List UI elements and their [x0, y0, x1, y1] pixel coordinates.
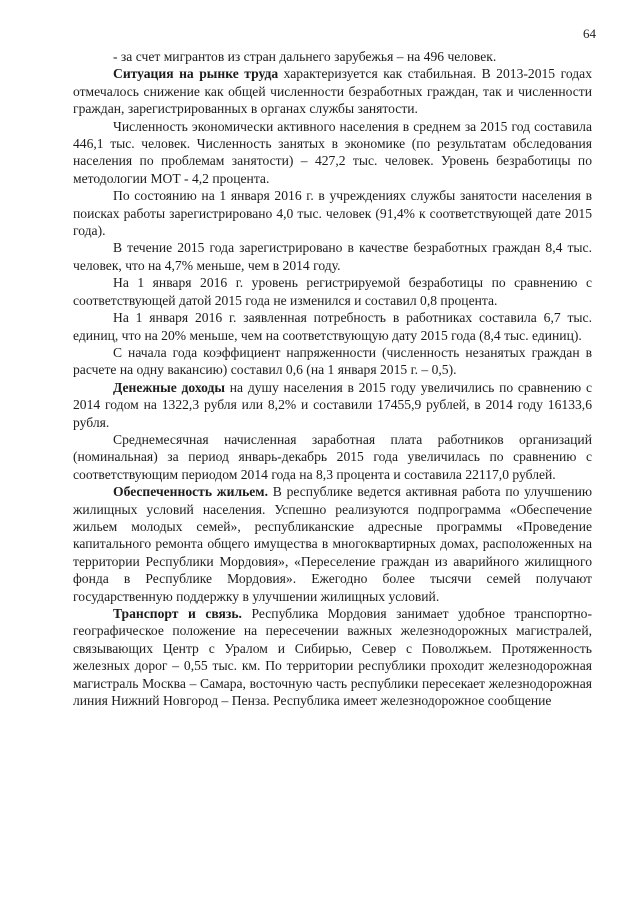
- paragraph-active-population: Численность экономически активного населения в среднем за 2015 год составила 446,1 тыс. человек. Численность занятых в экономике (по результатам обследования населения по проблемам занятости) – 427,2 тыс. человек. Уровень безработицы по методологии МОТ - 4,2 процента.: [73, 118, 592, 186]
- paragraph-labor-market: Ситуация на рынке труда характеризуется как стабильная. В 2013-2015 годах отмечалось снижение как общей численности безработных граждан, так и численности граждан, зарегистрированных в органах службы занятости.: [73, 66, 592, 117]
- heading-housing: Обеспеченность жильем.: [113, 484, 268, 500]
- heading-transport: Транспорт и связь.: [113, 606, 242, 621]
- paragraph-wages: Среднемесячная начисленная заработная плата работников организаций (номинальная) за период январь-декабрь 2015 года увеличилась по сравнению с соответствующим периодом 2014 года на 8,3 процента и составила 22117,0 рублей.: [73, 431, 592, 482]
- paragraph-unemployment-rate: На 1 января 2016 г. уровень регистрируемой безработицы по сравнению с соответствующей датой 2015 года не изменился и составил 0,8 процента.: [73, 275, 592, 308]
- paragraph-labor-demand: На 1 января 2016 г. заявленная потребность в работниках составила 6,7 тыс. единиц, что на 20% меньше, чем на соответствующую дату 2015 года (8,4 тыс. единиц).: [73, 310, 592, 343]
- paragraph-migrants: - за счет мигрантов из стран дальнего зарубежья – на 496 человек.: [113, 49, 497, 64]
- paragraph-registered-unemployed: В течение 2015 года зарегистрировано в качестве безработных граждан 8,4 тыс. человек, что на 4,7% меньше, чем в 2014 году.: [73, 240, 592, 273]
- page-number: 64: [583, 26, 596, 41]
- paragraph-transport: Транспорт и связь. Республика Мордовия занимает удобное транспортно-географическое положение на пересечении важных железнодорожных магистралей, связывающих Центр с Уралом и Сибирью, Север с Поволжьем. Протяженность железных дорог – 0,55 тыс. км. По территории республики проходит железнодорожная магистраль Москва – Самара, восточную часть республики пересекает железнодорожная линия Нижний Новгород – Пенза. Республика имеет железнодорожное сообщение: [73, 606, 592, 709]
- paragraph-registered-jobseekers: По состоянию на 1 января 2016 г. в учреждениях службы занятости населения в поисках работы зарегистрировано 4,0 тыс. человек (91,4% к соответствующей дате 2015 года).: [73, 188, 592, 239]
- paragraph-tension-coefficient: С начала года коэффициент напряженности (численность незанятых граждан в расчете на одну вакансию) составил 0,6 (на 1 января 2015 г. – 0,5).: [73, 344, 592, 378]
- heading-income: Денежные доходы: [113, 379, 226, 395]
- document-body: [73, 48, 592, 709]
- paragraph-income: Денежные доходы на душу населения в 2015 году увеличились по сравнению с 2014 годом на 1322,3 рубля или 8,2% и составили 17455,9 рублей, в 2014 году 16133,6 рубля.: [73, 379, 592, 430]
- heading-labor-market: Ситуация на рынке труда: [113, 66, 279, 82]
- paragraph-housing: Обеспеченность жильем. В республике ведется активная работа по улучшению жилищных условий населения. Успешно реализуются подпрограмма «Обеспечение жильем молодых семей», республиканские адресные программы «Проведение капитального ремонта общего имущества в многоквартирных домах, расположенных на территории Республики Мордовия», «Переселение граждан из аварийного жилищного фонда в Республике Мордовия». Ежегодно более тысячи семей получают государственную поддержку в улучшении жилищных условий.: [73, 484, 593, 604]
